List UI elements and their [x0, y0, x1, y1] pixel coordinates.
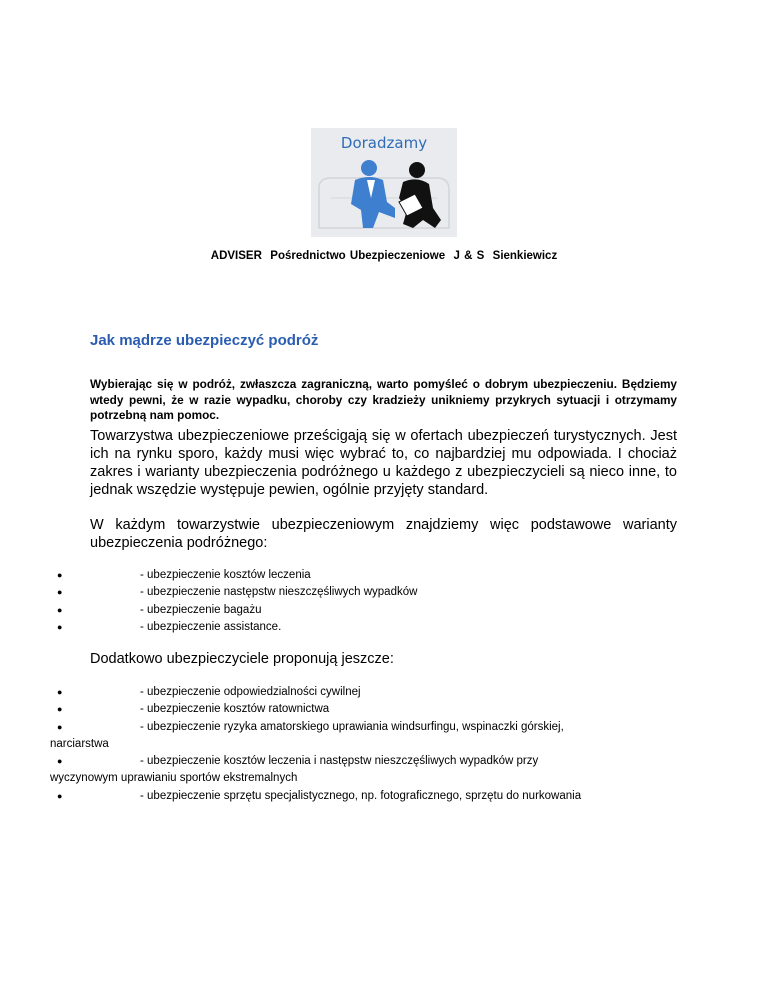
basic-variants-paragraph: W każdym towarzystwie ubezpieczeniowym znajdziemy więc podstawowe warianty ubezpieczenia podróżnego:: [90, 517, 677, 551]
list-item-continuation: narciarstwa: [50, 737, 109, 750]
logo-title: Doradzamy: [340, 134, 428, 152]
bullet-icon: ●: [57, 570, 63, 580]
intro-paragraph: Towarzystwa ubezpieczeniowe prześcigają się w ofertach ubezpieczeń turystycznych. Jest ich na rynku sporo, każdy musi więc wybrać to, co najbardziej mu odpowiada. I chociaż zakres i warianty ubezpieczenia podróżnego u każdego z ubezpieczycieli są nieco inne, to jednak wszędzie występuje pewien, ogólnie przyjęty standard.: [90, 428, 677, 498]
bullet-icon: ●: [57, 704, 63, 715]
list-item-text: - ubezpieczenie odpowiedzialności cywilnej: [140, 686, 361, 698]
bullet-icon: ●: [57, 621, 63, 632]
list-item: [0, 619, 680, 636]
bullet-icon: ●: [57, 790, 63, 801]
list-item: [0, 788, 680, 805]
list-item: [0, 719, 680, 754]
page-title: Jak mądrze ubezpieczyć podróż: [90, 332, 319, 349]
list-item-continuation: wyczynowym uprawianiu sportów ekstremalnych: [50, 772, 298, 785]
advisor-figure-icon: [351, 160, 395, 228]
bullet-icon: ●: [57, 687, 63, 697]
bullet-icon: ●: [57, 587, 63, 598]
bullet-icon: ●: [57, 604, 63, 615]
extra-variants-list: [0, 684, 680, 805]
list-item-text: - ubezpieczenie assistance.: [140, 620, 282, 633]
extra-variants-paragraph: Dodatkowo ubezpieczyciele proponują jeszcze:: [90, 651, 394, 667]
list-item-text: - ubezpieczenie kosztów leczenia i następstw nieszczęśliwych wypadków przy: [140, 755, 539, 768]
list-item: [0, 684, 680, 701]
list-item-text: - ubezpieczenie kosztów ratownictwa: [140, 703, 330, 716]
client-figure-icon: [399, 162, 441, 228]
logo: [311, 128, 457, 237]
bullet-icon: ●: [57, 721, 63, 732]
bullet-icon: ●: [57, 756, 63, 767]
list-item-text: - ubezpieczenie sprzętu specjalistycznego, np. fotograficznego, sprzętu do nurkowania: [140, 789, 582, 802]
list-item-text: - ubezpieczenie kosztów leczenia: [140, 569, 311, 581]
list-item-text: - ubezpieczenie ryzyka amatorskiego uprawiania windsurfingu, wspinaczki górskiej,: [140, 720, 564, 733]
company-name: ADVISER Pośrednictwo Ubezpieczeniowe J & S Sienkiewicz: [210, 250, 558, 262]
list-item: [0, 602, 680, 619]
list-item: [0, 567, 680, 584]
list-item: [0, 753, 680, 788]
list-item: [0, 584, 680, 601]
list-item-text: - ubezpieczenie następstw nieszczęśliwych wypadków: [140, 586, 418, 599]
basic-variants-list: [0, 567, 680, 636]
lead-paragraph: Wybierając się w podróż, zwłaszcza zagraniczną, warto pomyśleć o dobrym ubezpieczeniu. Będziemy wtedy pewni, że w razie wypadku, choroby czy kradzieży unikniemy przykrych sytuacji i otrzymamy potrzebną nam pomoc.: [90, 377, 677, 422]
list-item-text: - ubezpieczenie bagażu: [140, 603, 262, 616]
list-item: [0, 701, 680, 718]
